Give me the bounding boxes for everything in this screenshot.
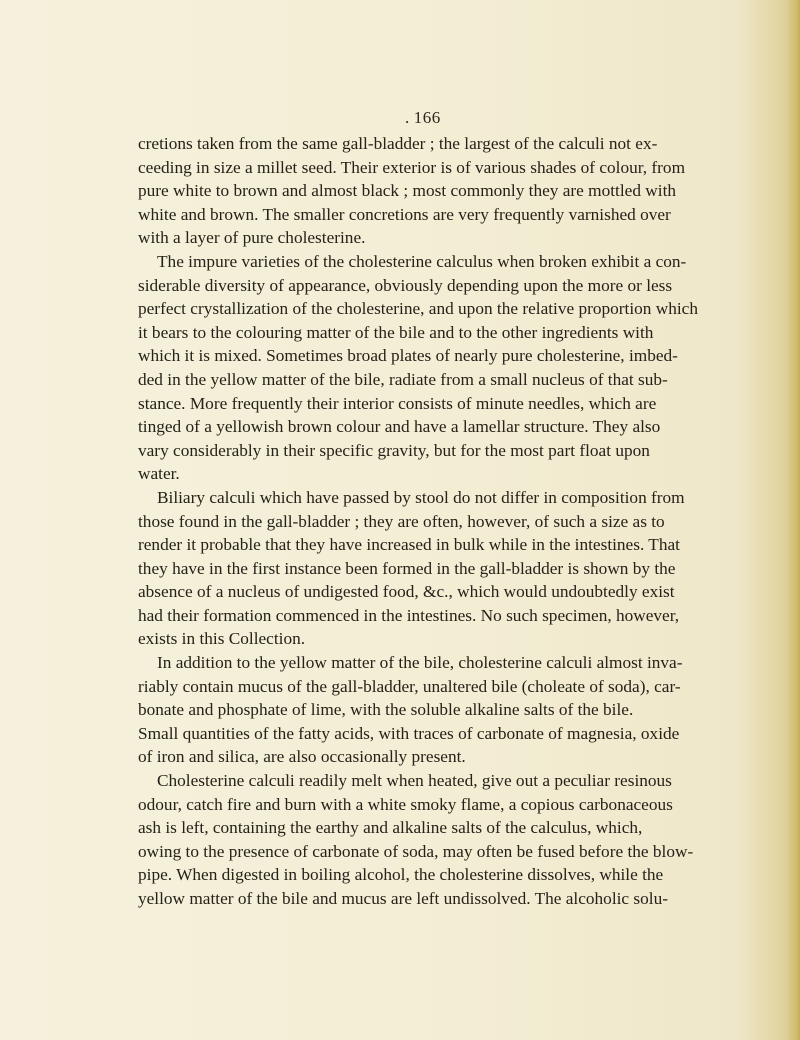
text-line: vary considerably in their specific gravity, but for the most part float upon (138, 440, 650, 460)
body-text (138, 132, 800, 911)
text-line: of iron and silica, are also occasionally present. (138, 747, 466, 767)
text-line: Small quantities of the fatty acids, with traces of carbonate of magnesia, oxide (138, 723, 680, 743)
text-line: Biliary calculi which have passed by stool do not differ in composition from (157, 487, 685, 507)
text-line: ded in the yellow matter of the bile, radiate from a small nucleus of that sub- (138, 369, 668, 389)
text-line: pure white to brown and almost black ; most commonly they are mottled with (138, 181, 677, 201)
paragraph-biliary-calculi (138, 486, 800, 651)
paragraph-impure-varieties (138, 250, 800, 486)
page-number (405, 108, 441, 128)
text-line: tinged of a yellowish brown colour and have a lamellar structure. They also (138, 417, 661, 437)
text-line: pipe. When digested in boiling alcohol, the cholesterine dissolves, while the (138, 865, 664, 885)
page-number-value: 166 (413, 108, 441, 127)
text-line: absence of a nucleus of undigested food, &c., which would undoubtedly exist (138, 582, 675, 602)
text-line: riably contain mucus of the gall-bladder, unaltered bile (choleate of soda), car- (138, 676, 681, 696)
text-line: it bears to the colouring matter of the bile and to the other ingredients with (138, 322, 654, 342)
paragraph-heating (138, 769, 800, 911)
text-line: bonate and phosphate of lime, with the soluble alkaline salts of the bile. (138, 700, 634, 720)
text-line: perfect crystallization of the cholesterine, and upon the relative proportion which (138, 299, 698, 319)
text-line: stance. More frequently their interior consists of minute needles, which are (138, 393, 657, 413)
text-line: render it probable that they have increased in bulk while in the intestines. That (138, 535, 680, 555)
text-line: ceeding in size a millet seed. Their exterior is of various shades of colour, from (138, 157, 686, 177)
paragraph-continuation (138, 132, 800, 250)
text-line: water. (138, 464, 180, 484)
text-line: Cholesterine calculi readily melt when heated, give out a peculiar resinous (157, 771, 672, 791)
text-line: which it is mixed. Sometimes broad plates of nearly pure cholesterine, imbed- (138, 346, 678, 366)
text-line: owing to the presence of carbonate of soda, may often be fused before the blow- (138, 841, 694, 861)
text-line: exists in this Collection. (138, 629, 306, 649)
text-line: yellow matter of the bile and mucus are left undissolved. The alcoholic solu- (138, 889, 668, 908)
text-line: siderable diversity of appearance, obviously depending upon the more or less (138, 275, 673, 295)
text-line: with a layer of pure cholesterine. (138, 228, 366, 248)
page-number-dot: . (405, 108, 410, 127)
paragraph-composition (138, 651, 800, 769)
text-line: cretions taken from the same gall-bladder ; the largest of the calculi not ex- (138, 134, 658, 153)
text-line: The impure varieties of the cholesterine calculus when broken exhibit a con- (157, 251, 687, 271)
text-line: In addition to the yellow matter of the bile, cholesterine calculi almost inva- (157, 653, 683, 673)
text-line: those found in the gall-bladder ; they are often, however, of such a size as to (138, 511, 665, 531)
text-line: had their formation commenced in the intestines. No such specimen, however, (138, 605, 680, 625)
text-line: white and brown. The smaller concretions are very frequently varnished over (138, 204, 671, 224)
text-line: ash is left, containing the earthy and alkaline salts of the calculus, which, (138, 818, 643, 838)
text-line: they have in the first instance been formed in the gall-bladder is shown by the (138, 558, 676, 578)
text-line: odour, catch fire and burn with a white smoky flame, a copious carbonaceous (138, 794, 673, 814)
